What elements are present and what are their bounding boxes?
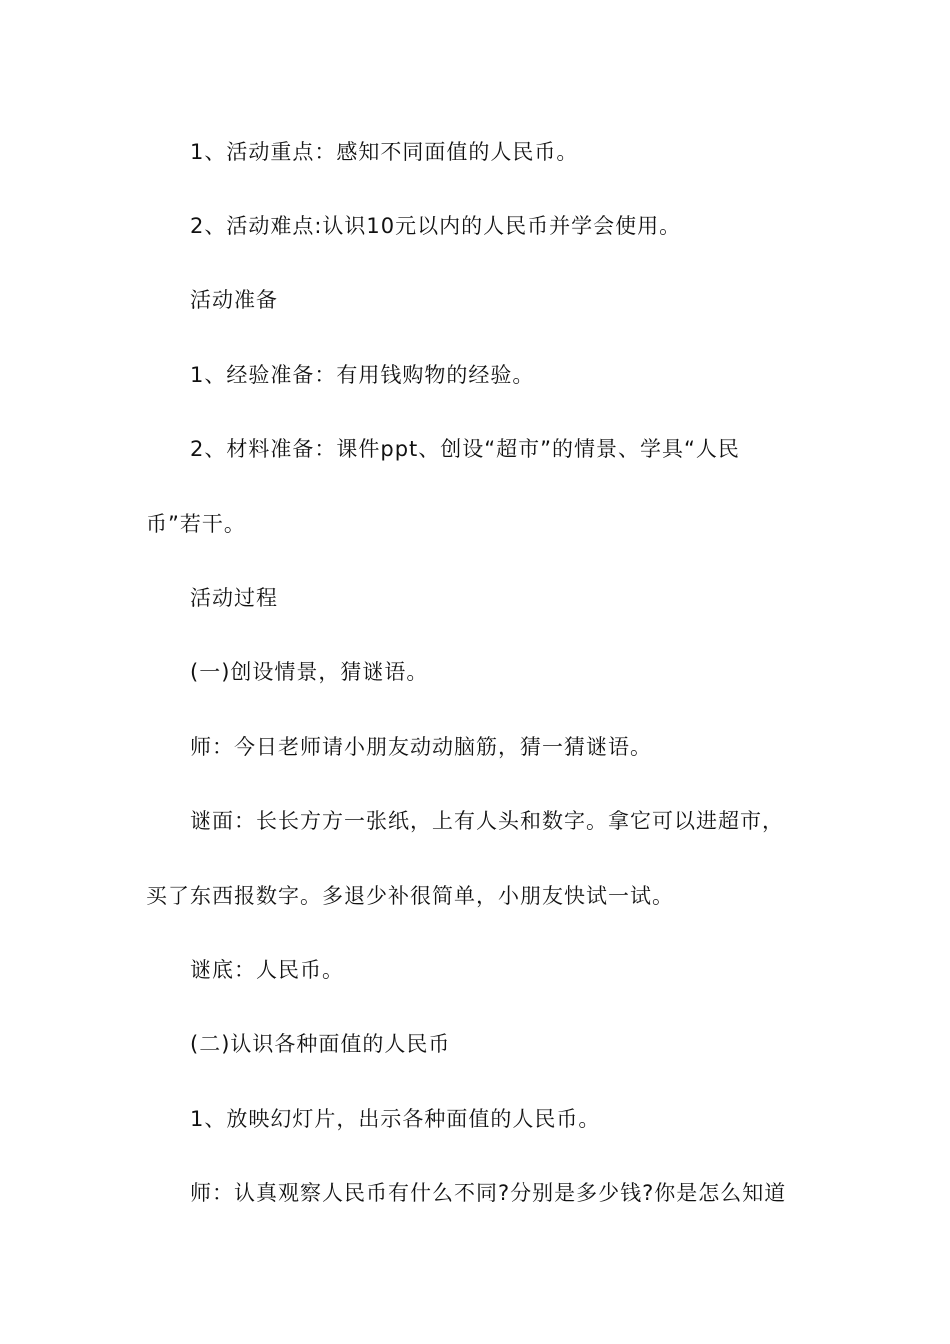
riddle-question-line: 谜面：长长方方一张纸，上有人头和数字。拿它可以进超市， [190, 809, 784, 833]
section-heading-preparation: 活动准备 [190, 288, 278, 312]
slideshow-line: 1、放映幻灯片，出示各种面值的人民币。 [190, 1107, 601, 1131]
experience-prep-line: 1、经验准备：有用钱购物的经验。 [190, 363, 535, 387]
material-prep-line: 2、材料准备：课件ppt、创设“超市”的情景、学具“人民 [190, 437, 740, 461]
difficulty-line: 2、活动难点:认识10元以内的人民币并学会使用。 [190, 214, 682, 238]
section-heading-process: 活动过程 [190, 586, 278, 610]
teacher-question-line: 师：认真观察人民币有什么不同?分别是多少钱?你是怎么知道 [190, 1181, 787, 1205]
material-prep-continuation: 币”若干。 [146, 512, 246, 536]
riddle-question-continuation: 买了东西报数字。多退少补很简单，小朋友快试一试。 [146, 884, 674, 908]
riddle-answer-line: 谜底：人民币。 [190, 958, 344, 982]
step-two-heading: (二)认识各种面值的人民币 [190, 1032, 451, 1056]
key-point-line: 1、活动重点：感知不同面值的人民币。 [190, 140, 579, 164]
teacher-intro-line: 师：今日老师请小朋友动动脑筋，猜一猜谜语。 [190, 735, 652, 759]
step-one-heading: (一)创设情景，猜谜语。 [190, 660, 429, 684]
